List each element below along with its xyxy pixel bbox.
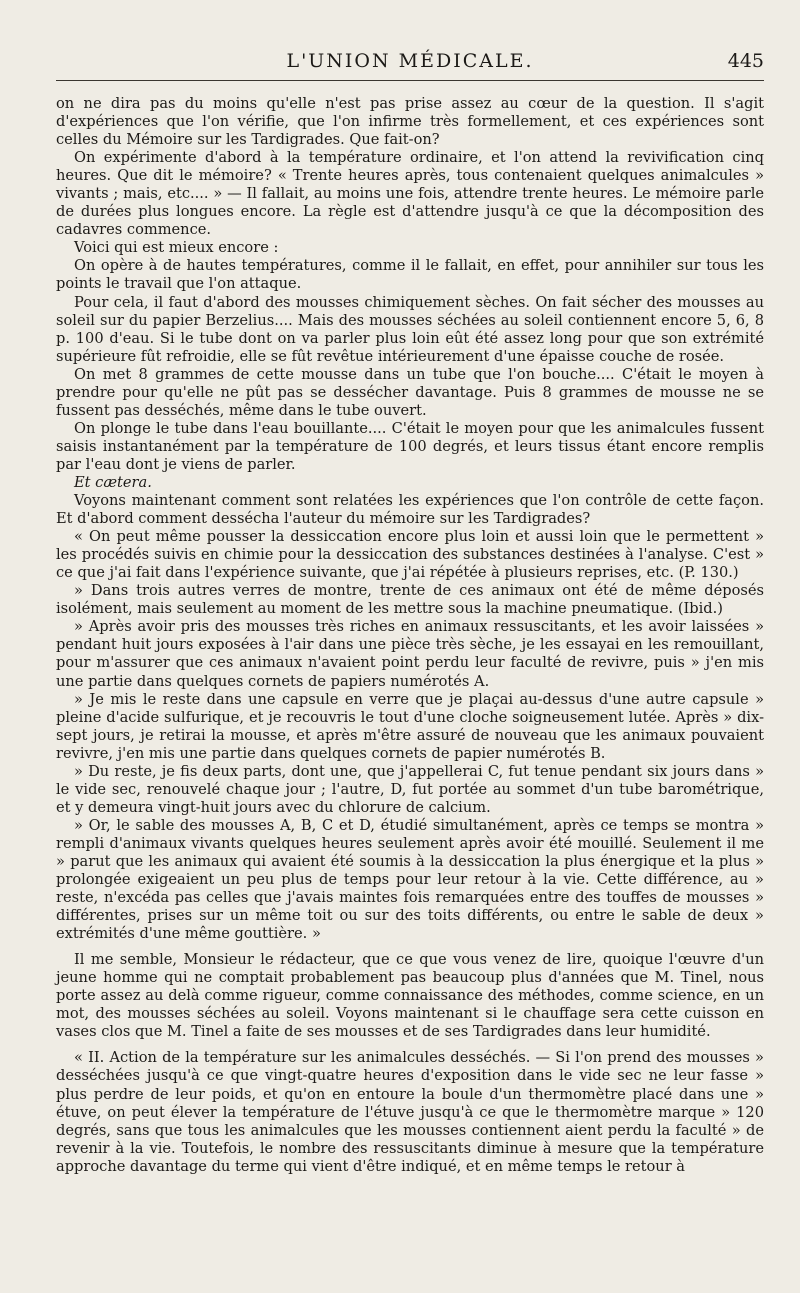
paragraph: Voici qui est mieux encore : bbox=[74, 239, 279, 257]
running-title: L'UNION MÉDICALE. bbox=[286, 50, 534, 72]
paragraph: On plonge le tube dans l'eau bouillante.... C'était le moyen pour que les animalcules fussent saisis instantanément par la température de 100 degrés, et leurs tissus étant encore remplis par l'eau dont je viens de parler. bbox=[56, 419, 764, 473]
paragraph: Et cætera. bbox=[74, 473, 152, 491]
paragraph: Pour cela, il faut d'abord des mousses chimiquement sèches. On fait sécher des mousses au soleil sur du papier Berzelius.... Mais des mousses séchées au soleil contiennent encore 5, 6, 8 p. 100 d'eau. Si le tube dont on va parler plus loin eût été assez long pour que son extrémité supérieure fût refroidie, elle se fût revêtue intérieurement d'une épaisse couche de rosée. bbox=[56, 293, 764, 365]
paragraph: On opère à de hautes températures, comme il le fallait, en effet, pour annihiler sur tous les points le travail que l'on attaque. bbox=[56, 257, 764, 293]
page-header bbox=[56, 44, 764, 80]
header-rule bbox=[56, 80, 764, 81]
quoted-paragraph: » Je mis le reste dans une capsule en verre que je plaçai au-dessus d'une autre capsule » pleine d'acide sulfurique, et je recouvris le tout d'une cloche soigneusement lutée. Après » dix-sept jours, je retirai la mousse, et après m'être assuré de nouveau que les animaux pouvaient revivre, j'en mis une partie dans quelques cornets de papier numérotés B. bbox=[56, 690, 764, 762]
quoted-paragraph: « II. Action de la température sur les animalcules desséchés. — Si l'on prend des mousses » desséchées jusqu'à ce que vingt-quatre heures d'exposition dans le vide sec ne leur fasse » plus perdre de leur poids, et qu'on en entoure la boule d'un thermomètre placé dans une » étuve, on peut élever la température de l'étuve jusqu'à ce que le thermomètre marque » 120 degrés, sans que tous les animalcules que les mousses contiennent aient perdu la faculté » de revenir à la vie. Toutefois, le nombre des ressuscitants diminue à mesure que la température approche davantage du terme qui vient d'être indiqué, et en même temps le retour à bbox=[56, 1049, 764, 1175]
paragraph: On expérimente d'abord à la température ordinaire, et l'on attend la revivification cinq heures. Que dit le mémoire? « Trente heures après, tous contenaient quelques animalcules » vivants ; mais, etc.... » — Il fallait, au moins une fois, attendre trente heures. Le mémoire parle de durées plus longues encore. La règle est d'attendre jusqu'à ce que la décomposition des cadavres commence. bbox=[56, 149, 764, 239]
quoted-paragraph: » Or, le sable des mousses A, B, C et D, étudié simultanément, après ce temps se montra » rempli d'animaux vivants quelques heures seulement après avoir été mouillé. Seulement il me » parut que les animaux qui avaient été soumis à la dessiccation la plus énergique et la plus » prolongée exigeaient un peu plus de temps pour leur retour à la vie. Cette différence, au » reste, n'excéda pas celles que j'avais maintes fois remarquées entre des touffes de mousses » différentes, prises sur un même toit ou sur des toits différents, ou entre le sable de deux » extrémités d'une même gouttière. » bbox=[56, 816, 764, 943]
quoted-paragraph: « On peut même pousser la dessiccation encore plus loin et aussi loin que le permettent » les procédés suivis en chimie pour la dessiccation des substances destinées à l'analyse. C'est » ce que j'ai fait dans l'expérience suivante, que j'ai répétée à plusieurs reprises, etc. (P. 130.) bbox=[56, 528, 764, 582]
quoted-paragraph: » Dans trois autres verres de montre, trente de ces animaux ont été de même déposés isolément, mais seulement au moment de les mettre sous la machine pneumatique. (Ibid.) bbox=[56, 582, 764, 618]
paragraph: On met 8 grammes de cette mousse dans un tube que l'on bouche.... C'était le moyen à prendre pour qu'elle ne pût pas se dessécher davantage. Puis 8 grammes de mousse ne se fussent pas desséchés, même dans le tube ouvert. bbox=[56, 365, 764, 419]
page-number: 445 bbox=[727, 50, 764, 72]
paragraph: on ne dira pas du moins qu'elle n'est pas prise assez au cœur de la question. Il s'agit d'expériences que l'on vérifie, que l'on infirme très formellement, et ces expériences sont celles du Mémoire sur les Tardigrades. Que fait-on? bbox=[56, 95, 764, 149]
paragraph: Voyons maintenant comment sont relatées les expériences que l'on contrôle de cette façon. Et d'abord comment dessécha l'auteur du mémoire sur les Tardigrades? bbox=[56, 492, 764, 528]
quoted-paragraph: » Après avoir pris des mousses très riches en animaux ressuscitants, et les avoir laissées » pendant huit jours exposées à l'air dans une pièce très sèche, je les essayai en les remouillant, pour m'assurer que ces animaux n'avaient point perdu leur faculté de revivre, puis » j'en mis une partie dans quelques cornets de papiers numérotés A. bbox=[56, 618, 764, 690]
quoted-paragraph: » Du reste, je fis deux parts, dont une, que j'appellerai C, fut tenue pendant six jours dans » le vide sec, renouvelé chaque jour ; l'autre, D, fut portée au sommet d'un tube barométrique, et y demeura vingt-huit jours avec du chlorure de calcium. bbox=[56, 762, 764, 816]
paragraph: Il me semble, Monsieur le rédacteur, que ce que vous venez de lire, quoique l'œuvre d'un jeune homme qui ne comptait probablement pas beaucoup plus d'années que M. Tinel, nous porte assez au delà comme rigueur, comme connaissance des méthodes, comme science, en un mot, des mousses séchées au soleil. Voyons maintenant si le chauffage sera cette cuisson en vases clos que M. Tinel a faite de ses mousses et de ses Tardigrades dans leur humidité. bbox=[56, 951, 764, 1041]
body-text bbox=[56, 95, 764, 1176]
